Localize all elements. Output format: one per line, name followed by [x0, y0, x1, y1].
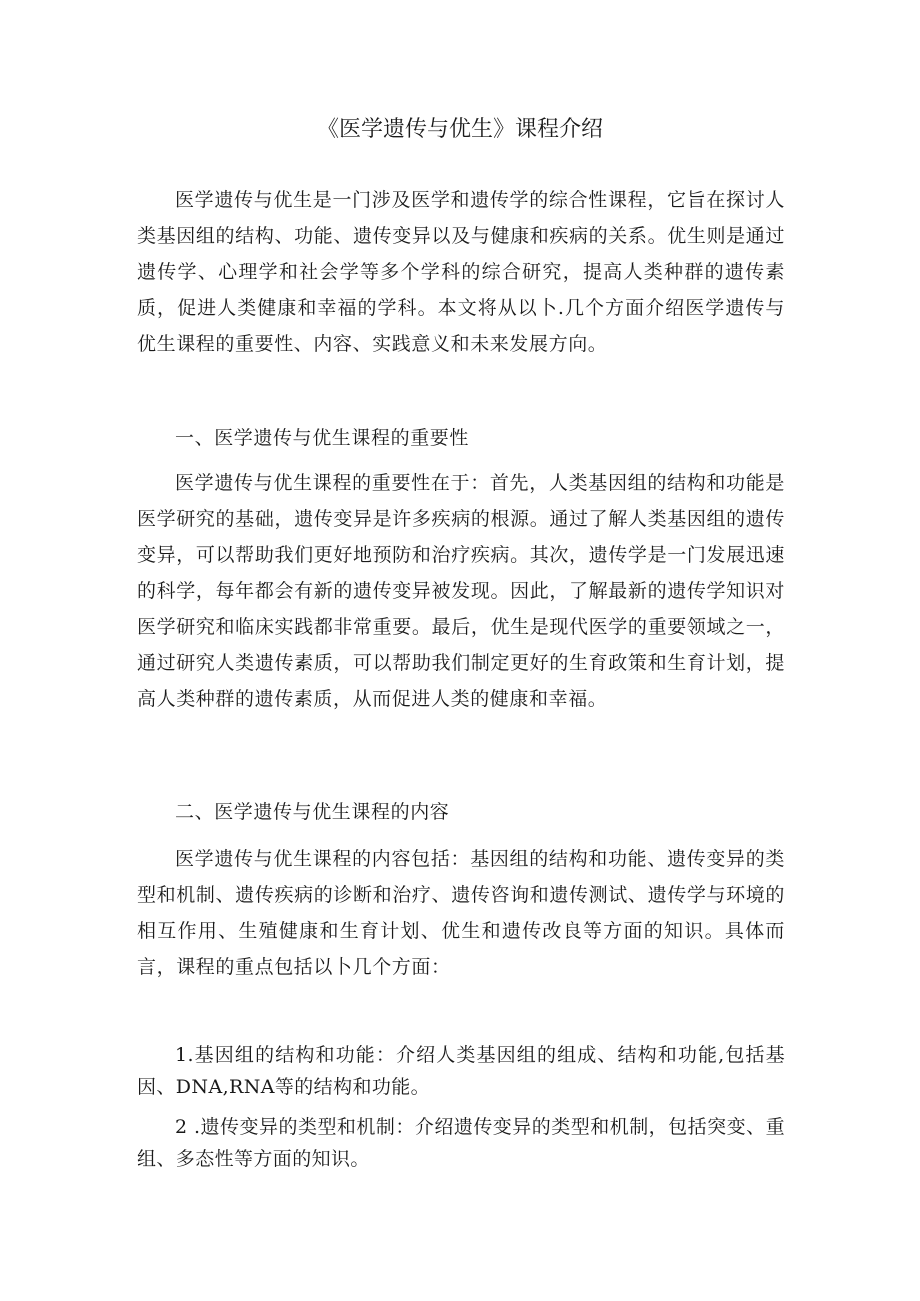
section-1-paragraph: 医学遗传与优生课程的重要性在于：首先，人类基因组的结构和功能是医学研究的基础，遗传变异是许多疾病的根源。通过了解人类基因组的遗传变异，可以帮助我们更好地预防和治疗疾病。其次，遗传学是一门发展迅速的科学，每年都会有新的遗传变异被发现。因此，了解最新的遗传学知识对医学研究和临床实践都非常重要。最后，优生是现代医学的重要领域之一，通过研究人类遗传素质，可以帮助我们制定更好的生育政策和生育计划，提高人类种群的遗传素质，从而促进人类的健康和幸福。 [137, 472, 785, 710]
list-item: 2 .遗传变异的类型和机制：介绍遗传变异的类型和机制，包括突变、重组、多态性等方面的知识。 [137, 1116, 785, 1170]
intro-paragraph: 医学遗传与优生是一门涉及医学和遗传学的综合性课程，它旨在探讨人类基因组的结构、功能、遗传变异以及与健康和疾病的关系。优生则是通过遗传学、心理学和社会学等多个学科的综合研究，提高人类种群的遗传素质，促进人类健康和幸福的学科。本文将从以卜.几个方面介绍医学遗传与优生课程的重要性、内容、实践意义和未来发展方向。 [137, 189, 785, 355]
section-2-heading: 二、医学遗传与优生课程的内容 [175, 801, 450, 823]
section-1-heading: 一、医学遗传与优生课程的重要性 [175, 427, 470, 449]
document-title: 《医学遗传与优生》课程介绍 [316, 117, 603, 142]
section-2-paragraph: 医学遗传与优生课程的内容包括：基因组的结构和功能、遗传变异的类型和机制、遗传疾病的诊断和治疗、遗传咨询和遗传测试、遗传学与环境的相互作用、生殖健康和生育计划、优生和遗传改良等方面的知识。具体而言，课程的重点包括以卜几个方面： [137, 848, 785, 978]
list-item: 1.基因组的结构和功能：介绍人类基因组的组成、结构和功能,包括基因、DNA,RNA等的结构和功能。 [137, 1044, 785, 1098]
